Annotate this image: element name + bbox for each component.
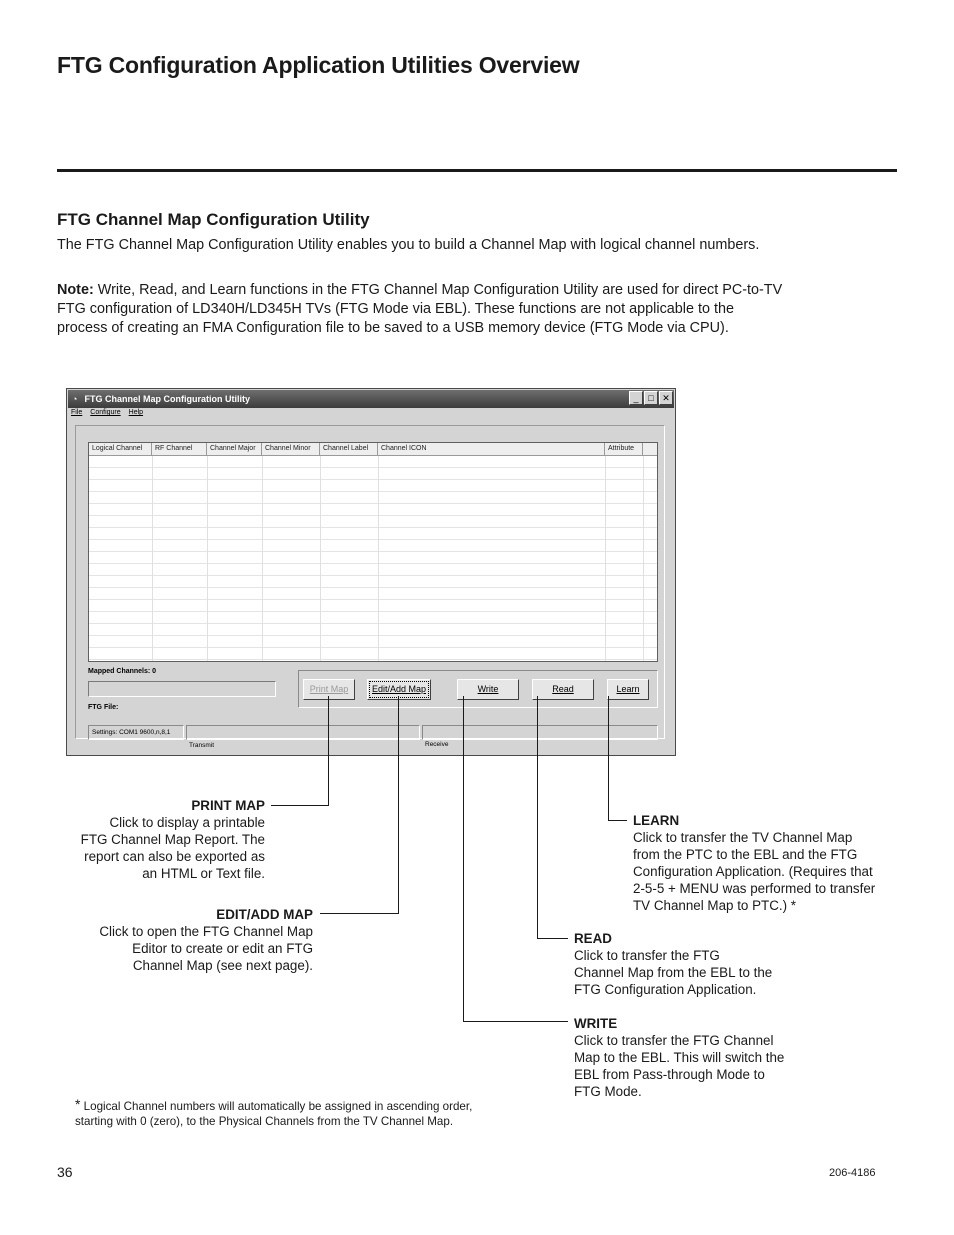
callout-line-text: EBL from Pass-through Mode to <box>574 1067 765 1082</box>
col-channel-label[interactable]: Channel Label <box>320 443 378 455</box>
edit-add-map-leader <box>320 913 399 914</box>
callout-line-text: from the PTC to the EBL and the FTG <box>633 847 858 862</box>
callout-line-text: Click to open the FTG Channel Map <box>99 924 313 939</box>
transmit-label: Transmit <box>189 742 215 749</box>
learn-heading: LEARN <box>633 813 680 828</box>
learn-leader <box>608 820 627 821</box>
print-map-button[interactable]: Print Map <box>303 679 355 700</box>
edit-add-map-heading: EDIT/ADD MAP <box>216 907 313 922</box>
channel-map-table[interactable] <box>88 442 658 662</box>
receive-label: Receive <box>425 741 449 748</box>
write-button[interactable]: Write <box>457 679 519 700</box>
col-divider <box>643 456 644 661</box>
settings-status: Settings: COM1 9600,n,8,1 <box>88 725 184 740</box>
note-text: Write, Read, and Learn functions in the FTG Channel Map Configuration Utility are used for direct PC-to-TV FTG configuration of LD340H/LD345H TVs (FTG Mode via EBL). These functions are not applicable to the process of creating an FMA Configuration file to be saved to a USB memory device (FTG Mode via CPU). <box>57 282 783 336</box>
print-map-leader <box>271 805 329 806</box>
col-divider <box>320 456 321 661</box>
maximize-icon[interactable]: □ <box>644 391 658 405</box>
mapped-channels-label: Mapped Channels: 0 <box>88 668 157 675</box>
write-leader <box>463 696 464 1022</box>
callout-line-text: 2-5-5 + MENU was performed to transfer <box>633 881 876 896</box>
document-code: 206-4186 <box>829 1167 876 1179</box>
col-attribute[interactable]: Attribute <box>605 443 643 455</box>
learn-callout <box>633 812 933 914</box>
col-divider <box>262 456 263 661</box>
ftg-file-label: FTG File: <box>88 704 119 711</box>
write-callout <box>574 1015 834 1100</box>
learn-leader <box>608 696 609 820</box>
read-leader <box>537 938 568 939</box>
read-callout <box>574 930 834 998</box>
callout-line-text: Editor to create or edit an FTG <box>132 941 313 956</box>
receive-status <box>422 725 658 740</box>
learn-button[interactable]: Learn <box>607 679 649 700</box>
read-leader <box>537 696 538 938</box>
table-body <box>89 456 657 661</box>
window-controls <box>629 391 673 406</box>
print-map-callout <box>55 797 265 882</box>
app-icon: ◔ <box>72 394 78 404</box>
write-leader <box>463 1021 568 1022</box>
page-number: 36 <box>57 1164 73 1180</box>
callout-line-text: report can also be exported as <box>84 849 265 864</box>
callout-line-text: Click to transfer the FTG Channel <box>574 1033 774 1048</box>
edit-add-map-button[interactable]: Edit/Add Map <box>367 679 431 700</box>
write-heading: WRITE <box>574 1016 618 1031</box>
menu-bar <box>71 409 143 421</box>
note-paragraph <box>57 281 787 338</box>
callout-line-text: Click to transfer the TV Channel Map <box>633 830 853 845</box>
col-divider <box>378 456 379 661</box>
callout-line-text: Click to transfer the FTG <box>574 948 720 963</box>
col-logical-channel[interactable]: Logical Channel <box>89 443 152 455</box>
window-title: FTG Channel Map Configuration Utility <box>84 394 251 404</box>
col-channel-major[interactable]: Channel Major <box>207 443 262 455</box>
col-rf-channel[interactable]: RF Channel <box>152 443 207 455</box>
col-divider <box>605 456 606 661</box>
callout-line-text: FTG Channel Map Report. The <box>80 832 265 847</box>
footnote-asterisk: * <box>75 1096 81 1112</box>
table-header <box>89 443 657 456</box>
mapped-channels-field <box>88 681 276 697</box>
callout-line-text: Click to display a printable <box>109 815 265 830</box>
menu-configure[interactable]: Configure <box>90 409 121 416</box>
footnote <box>75 1097 555 1129</box>
callout-line-text: FTG Configuration Application. <box>574 982 757 997</box>
note-label: Note: <box>57 282 94 298</box>
callout-line-text: FTG Mode. <box>574 1084 642 1099</box>
minimize-icon[interactable]: _ <box>629 391 643 405</box>
read-button[interactable]: Read <box>532 679 594 700</box>
callout-line-text: Channel Map (see next page). <box>132 958 313 973</box>
callout-line-text: an HTML or Text file. <box>142 866 265 881</box>
menu-help[interactable]: Help <box>128 409 144 416</box>
footnote-line: Logical Channel numbers will automatically be assigned in ascending order, <box>80 1100 473 1113</box>
callout-line-text: TV Channel Map to PTC.) * <box>633 898 796 913</box>
window-titlebar <box>68 390 674 408</box>
edit-add-map-callout <box>63 906 313 974</box>
transmit-status <box>186 725 420 740</box>
print-map-leader <box>328 696 329 806</box>
col-channel-icon[interactable]: Channel ICON <box>378 443 605 455</box>
page-title: FTG Configuration Application Utilities Overview <box>57 52 580 78</box>
col-channel-minor[interactable]: Channel Minor <box>262 443 320 455</box>
utility-window <box>66 388 676 756</box>
read-heading: READ <box>574 931 612 946</box>
edit-add-map-leader <box>398 696 399 914</box>
callout-line-text: Channel Map from the EBL to the <box>574 965 773 980</box>
footnote-line: starting with 0 (zero), to the Physical Channels from the TV Channel Map. <box>75 1115 454 1128</box>
print-map-heading: PRINT MAP <box>191 798 265 813</box>
title-divider <box>57 169 897 172</box>
callout-line-text: Configuration Application. (Requires that <box>633 864 873 879</box>
col-divider <box>207 456 208 661</box>
close-icon[interactable]: ✕ <box>659 391 673 405</box>
section-title: FTG Channel Map Configuration Utility <box>57 210 370 229</box>
menu-file[interactable]: File <box>71 409 83 416</box>
callout-line-text: Map to the EBL. This will switch the <box>574 1050 785 1065</box>
col-divider <box>152 456 153 661</box>
intro-paragraph: The FTG Channel Map Configuration Utility enables you to build a Channel Map with logical channel numbers. <box>57 237 760 253</box>
